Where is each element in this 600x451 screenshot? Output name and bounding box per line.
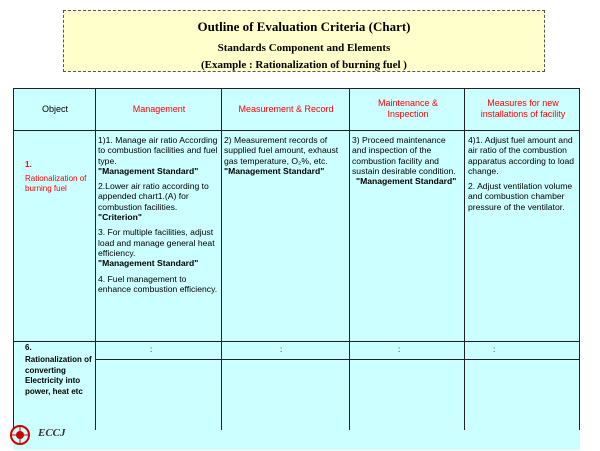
table-line xyxy=(13,341,580,342)
table-line xyxy=(13,130,580,131)
object-label: Rationalization of burning fuel xyxy=(25,174,87,194)
table-line xyxy=(579,88,580,430)
criteria-table xyxy=(13,88,580,450)
table-line xyxy=(221,88,222,430)
criterion-label: "Criterion" xyxy=(98,212,142,223)
management-item: 3. For multiple facilities, adjust load and manage general heat efficiency. xyxy=(98,227,215,258)
management-cell xyxy=(98,135,218,294)
maintenance-item: 3) Proceed maintenance and inspection of the combustion facility and sustain desirable condition. xyxy=(352,135,456,176)
management-item: 1)1. Manage air ratio According to combustion facilities and fuel type. xyxy=(98,135,218,166)
continuation-mark: : xyxy=(493,345,496,354)
eccj-logo xyxy=(8,424,78,446)
table-line xyxy=(13,88,14,430)
page-subtitle: Standards Component and Elements xyxy=(217,42,391,54)
measurement-item: 2) Measurement records of supplied fuel amount, exhaust gas temperature, O₂%, etc. xyxy=(224,135,339,166)
object-label: Rationalization of converting Electricity into power, heat etc xyxy=(25,355,92,396)
page-example: (Example : Rationalization of burning fuel ) xyxy=(201,59,407,71)
page-title: Outline of Evaluation Criteria (Chart) xyxy=(197,19,411,34)
table-line xyxy=(349,88,350,430)
header-measures: Measures for new installations of facility xyxy=(480,98,566,119)
table-line xyxy=(464,88,465,430)
measurement-cell xyxy=(224,135,347,176)
measures-item: 4)1. Adjust fuel amount and air ratio of the combustion apparatus according to load change. xyxy=(468,135,575,176)
header-management: Management xyxy=(132,104,186,114)
measures-item: 2. Adjust ventilation volume and combustion chamber pressure of the ventilator. xyxy=(468,181,573,212)
measures-cell xyxy=(468,135,578,212)
title-box xyxy=(63,10,545,72)
table-line xyxy=(95,359,580,360)
table-line xyxy=(13,88,580,89)
logo-text: ECCJ xyxy=(38,427,66,439)
management-standard-label: "Management Standard" xyxy=(356,176,457,187)
continuation-mark: : xyxy=(280,345,283,354)
object-number: 1. xyxy=(25,160,32,169)
maintenance-cell xyxy=(352,135,462,186)
header-object: Object xyxy=(41,104,68,114)
continuation-mark: : xyxy=(150,345,153,354)
management-item: 2.Lower air ratio according to appended chart1.(A) for combustion facilities. xyxy=(98,181,209,212)
table-line xyxy=(95,88,96,430)
eccj-logo-icon xyxy=(8,424,32,446)
header-maintenance: Maintenance & Inspection xyxy=(377,98,439,119)
management-standard-label: "Management Standard" xyxy=(98,258,199,269)
continuation-mark: : xyxy=(398,345,401,354)
management-standard-label: "Management Standard" xyxy=(98,165,199,176)
object-number: 6. xyxy=(25,343,32,352)
management-item: 4. Fuel management to enhance combustion efficiency. xyxy=(98,273,218,294)
header-measurement: Measurement & Record xyxy=(238,104,334,114)
management-standard-label: "Management Standard" xyxy=(224,165,325,176)
